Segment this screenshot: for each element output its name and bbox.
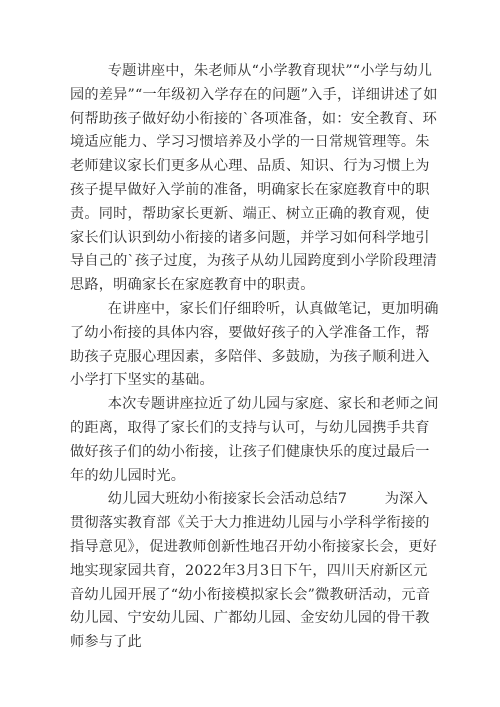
paragraph-1: 专题讲座中，朱老师从“小学教育现状”“小学与幼儿园的差异”“一年级初入学存在的问题”入手，详细讲述了如何帮助孩子做好幼小衔接的`各项准备，如：安全教育、环境适应能力、学习习惯培养及小学的一日常规管理等。朱老师建议家长们更多从心理、品质、知识、行为习惯上为孩子提早做好入学前的准备，明确家长在家庭教育中的职责。同时，帮助家长更新、端正、树立正确的教育观，使家长们认识到幼小衔接的诸多问题，并学习如何科学地引导自己的`孩子过度，为孩子从幼儿园跨度到小学阶段理清思路，明确家长在家庭教育中的职责。 bbox=[70, 63, 438, 294]
paragraph-2: 在讲座中，家长们仔细聆听，认真做笔记，更加明确了幼小衔接的具体内容，要做好孩子的入学准备工作，帮助孩子克服心理因素，多陪伴、多鼓励，为孩子顺利进入小学打下坚实的基础。 bbox=[70, 300, 439, 389]
paragraph-4: 幼儿园大班幼小衔接家长会活动总结7 为深入贯彻落实教育部《关于大力推进幼儿园与小学科学衔接的指导意见》，促进教师创新性地召开幼小衔接家长会，更好地实现家园共育，2022年3月3日下午，四川天府新区元音幼儿园开展了“幼小衔接模拟家长会”微教研活动，元音幼儿园、宁安幼儿园、广都幼儿园、金安幼儿园的骨干教师参与了此 bbox=[70, 491, 437, 651]
document-body bbox=[70, 60, 440, 655]
paragraph-3: 本次专题讲座拉近了幼儿园与家庭、家长和老师之间的距离，取得了家长们的支持与认可，与幼儿园携手共育做好孩子们的幼小衔接，让孩子们健康快乐的度过最后一年的幼儿园时光。 bbox=[70, 396, 439, 484]
